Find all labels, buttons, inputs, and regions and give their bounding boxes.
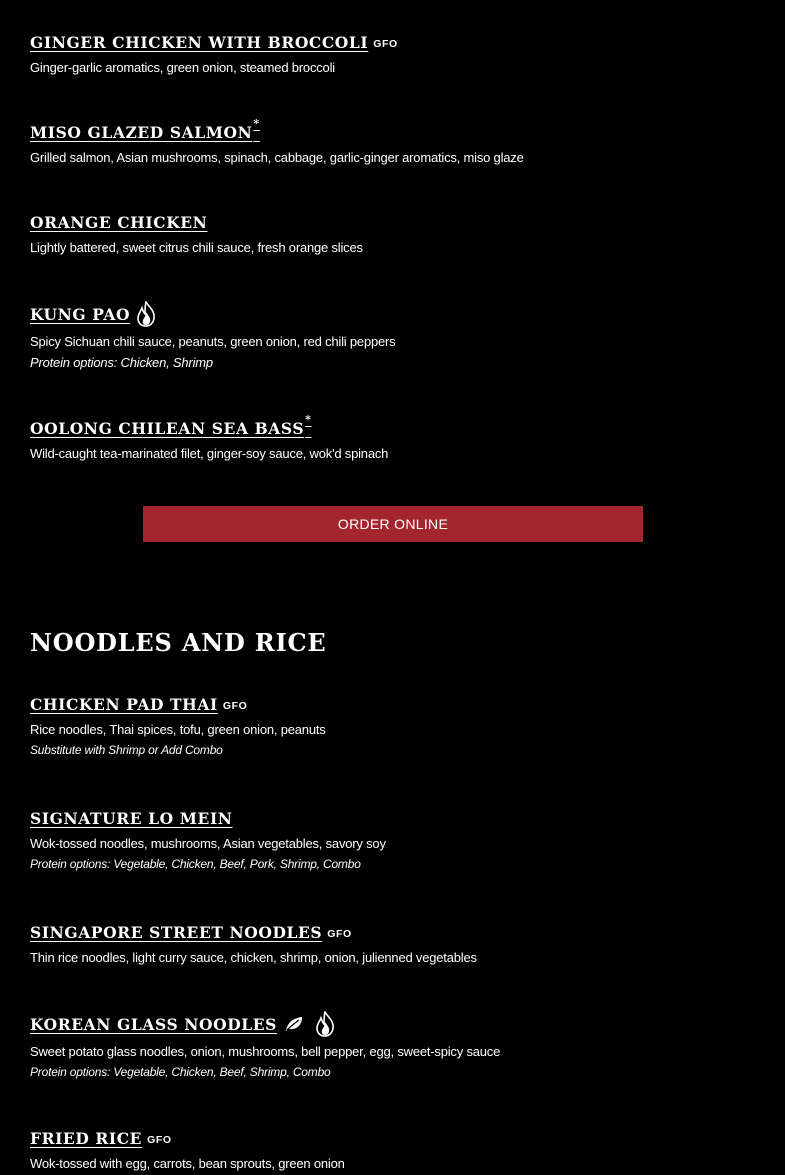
order-online-button[interactable]: ORDER ONLINE (143, 506, 643, 542)
menu-item-protein-options: Protein options: Vegetable, Chicken, Beef, Shrimp, Combo (30, 1065, 331, 1079)
menu-item (30, 210, 750, 255)
section-heading: NOODLES AND RICE (30, 628, 327, 657)
menu-item (30, 920, 750, 965)
menu-item (30, 30, 750, 75)
menu-item (30, 1010, 750, 1079)
menu-item-title (30, 412, 750, 440)
menu-item-title (30, 920, 750, 944)
menu-item-description: Grilled salmon, Asian mushrooms, spinach, cabbage, garlic-ginger aromatics, miso glaze (30, 150, 524, 165)
menu-item-protein-options: Protein options: Chicken, Shrimp (30, 355, 213, 370)
menu-item-title (30, 116, 750, 144)
menu-item-description: Sweet potato glass noodles, onion, mushrooms, bell pepper, egg, sweet-spicy sauce (30, 1044, 501, 1059)
menu-item-name-link[interactable]: SINGAPORE STREET NOODLES (30, 922, 323, 942)
gfo-badge: GFO (147, 1133, 172, 1146)
menu-item (30, 412, 750, 461)
menu-item (30, 300, 750, 370)
menu-item-description: Rice noodles, Thai spices, tofu, green onion, peanuts (30, 722, 326, 737)
menu-item-name: OOLONG CHILEAN SEA BASS (30, 419, 305, 439)
menu-item-title (30, 806, 750, 830)
gfo-badge: GFO (222, 699, 248, 712)
menu-item-name-link[interactable]: SIGNATURE LO MEIN (30, 808, 233, 828)
menu-item-name-link[interactable]: KOREAN GLASS NOODLES (30, 1014, 277, 1034)
menu-item-description: Wok-tossed noodles, mushrooms, Asian vegetables, savory soy (30, 836, 386, 851)
menu-item-title (30, 300, 750, 328)
menu-item-name-link[interactable]: ORANGE CHICKEN (30, 212, 208, 232)
menu-item-description: Lightly battered, sweet citrus chili sauce, fresh orange slices (30, 240, 363, 255)
menu-item-name-link[interactable]: CHICKEN PAD THAI (30, 694, 218, 714)
menu-item-name-link[interactable]: FRIED RICE (30, 1128, 143, 1148)
spicy-flame-icon (136, 301, 156, 327)
menu-item-description: Wok-tossed with egg, carrots, bean sprouts, green onion (30, 1156, 345, 1171)
menu-item-description: Thin rice noodles, light curry sauce, chicken, shrimp, onion, julienned vegetables (30, 950, 477, 965)
menu-item-protein-options: Protein options: Vegetable, Chicken, Beef, Pork, Shrimp, Combo (30, 857, 361, 871)
menu-item-name-link[interactable] (30, 116, 260, 143)
menu-item-title (30, 1126, 750, 1150)
menu-item-title (30, 692, 750, 716)
menu-item-name-link[interactable]: GINGER CHICKEN WITH BROCCOLI (30, 32, 369, 52)
menu-item-name-link[interactable] (30, 412, 312, 439)
spicy-flame-icon (315, 1011, 335, 1037)
menu-item-description: Ginger-garlic aromatics, green onion, steamed broccoli (30, 60, 335, 75)
menu-item (30, 692, 750, 757)
vegetarian-leaf-icon (285, 1016, 303, 1032)
gfo-badge: GFO (327, 927, 352, 940)
gfo-badge: GFO (373, 37, 398, 50)
menu-item (30, 116, 750, 165)
menu-item-name: MISO GLAZED SALMON (30, 123, 253, 143)
menu-item-title (30, 30, 750, 54)
menu-item-description: Spicy Sichuan chili sauce, peanuts, green onion, red chili peppers (30, 334, 396, 349)
raw-warning-marker: * (253, 116, 260, 130)
raw-warning-marker: * (305, 412, 312, 426)
menu-item-title (30, 210, 750, 234)
menu-item-name-link[interactable]: KUNG PAO (30, 304, 131, 324)
menu-item (30, 806, 750, 871)
menu-item-title (30, 1010, 750, 1038)
menu-item (30, 1126, 750, 1171)
menu-item-note: Substitute with Shrimp or Add Combo (30, 743, 223, 757)
menu-item-description: Wild-caught tea-marinated filet, ginger-soy sauce, wok'd spinach (30, 446, 389, 461)
